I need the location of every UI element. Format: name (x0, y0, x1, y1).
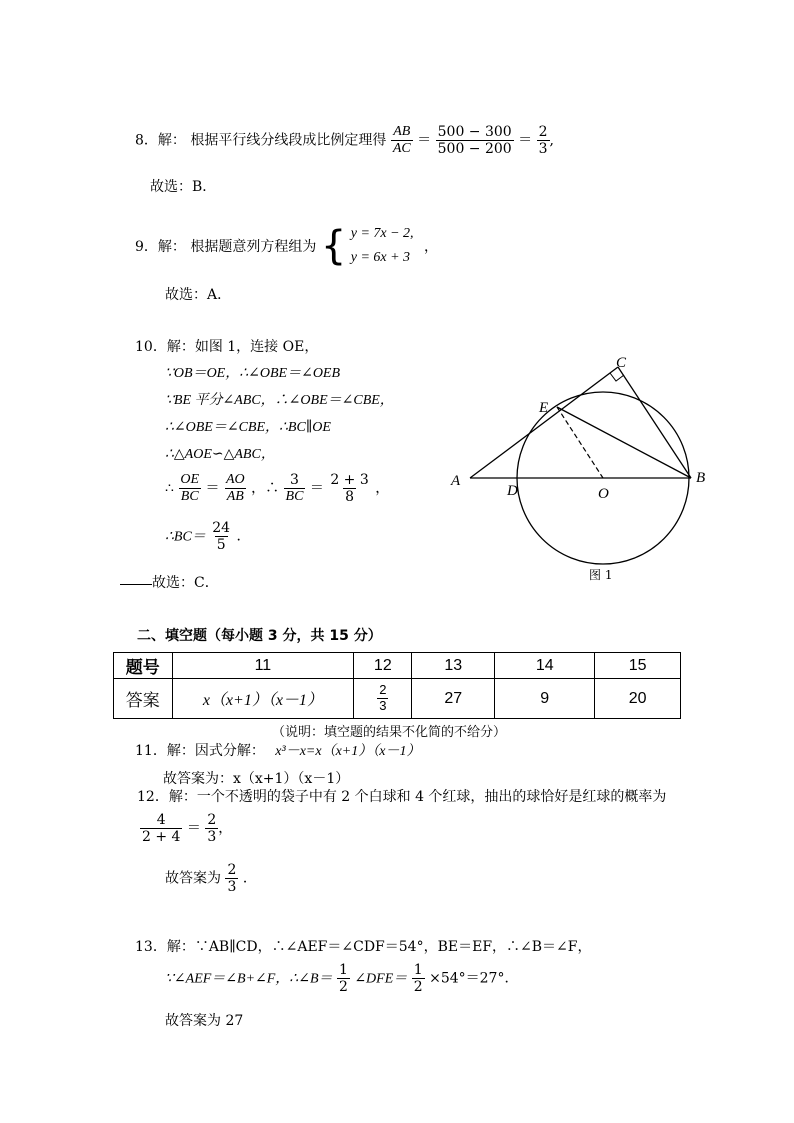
answer-15: 20 (595, 679, 681, 719)
q10-fraction-oe-bc: $\frac{OE}{BC}$ (180, 472, 200, 505)
q12-answer: 故答案为 $\frac{2}{3}$ ． (165, 862, 257, 896)
q13-line-1: 13．解：∵AB∥CD，∴∠AEF＝∠CDF＝54°，BE＝EF，∴∠B＝∠F， (135, 939, 592, 955)
geometry-figure (440, 350, 720, 590)
q10-line-2: ∵OB＝OE，∴∠OBE＝∠OEB (165, 366, 341, 381)
q8-text: 根据平行线分线段成比例定理得 (190, 132, 387, 149)
q13-fraction-half-1: $\frac{1}{2}$ (338, 962, 348, 996)
label-a: A (451, 473, 461, 489)
q8-fraction-values: $\frac{500 - 300}{500 - 200}$ (437, 124, 512, 158)
q8-number: 8．解： (135, 132, 186, 149)
segment-eb (557, 407, 691, 478)
figure-caption: 图 1 (589, 568, 613, 582)
segment-cb (618, 367, 691, 478)
q13-answer: 故答案为 27 (165, 1013, 244, 1029)
system-brace: { (320, 223, 347, 269)
q9-equation-1: y = 7x − 2, (350, 226, 414, 241)
segment-oe-dashed (557, 407, 603, 478)
section-2-title: 二、填空题（每小题 3 分，共 15 分） (137, 628, 382, 644)
q9-answer: 故选：A． (165, 287, 232, 303)
q11-answer: 故答案为：x（x+1）（x－1） (163, 771, 350, 787)
answer-label: 答案 (114, 679, 173, 719)
q9-text: 根据题意列方程组为 (190, 239, 317, 255)
question-9: 9．解： 根据题意列方程组为 { y = 7x − 2, y = 6x + 3 ， (135, 223, 439, 269)
label-b: B (696, 470, 706, 486)
q10-line-4: ∴∠OBE＝∠CBE，∴BC∥OE (165, 420, 331, 435)
q12-fraction-2-3: $\frac{2}{3}$ (207, 812, 217, 846)
q10-line-5: ∴△AOE∽△ABC， (165, 447, 275, 462)
number-11: 11 (172, 653, 354, 679)
answer-13: 27 (412, 679, 495, 719)
question-8: 8．解： 根据平行线分线段成比例定理得 $\frac{AB}{AC}$ ＝ $\frac{500 - 300}{500 - 200}$ ＝ $\frac{2}{3}$ , (135, 124, 554, 158)
number-13: 13 (412, 653, 495, 679)
q10-fraction-5-8: $\frac{2 + 3}{8}$ (330, 472, 369, 506)
equation-system (351, 222, 414, 270)
table-note: （说明：填空题的结果不化简的不给分） (272, 725, 507, 740)
table-answer-row (114, 679, 681, 719)
q10-line-6: ∴ $\frac{OE}{BC}$ ＝ $\frac{AO}{AB}$ ，∴ $\frac{3}{BC}$ ＝ $\frac{2 + 3}{8}$ ， (165, 472, 390, 506)
q12-line-2: $\frac{4}{2 + 4}$ ＝ $\frac{2}{3}$ ， (142, 812, 233, 846)
q13-fraction-half-2: $\frac{1}{2}$ (413, 962, 423, 996)
number-12: 12 (354, 653, 412, 679)
q10-answer: 故选：C． (152, 575, 219, 591)
number-14: 14 (495, 653, 595, 679)
answer-blank-line (120, 584, 152, 585)
q10-fraction-ao-ab: $\frac{AO}{AB}$ (225, 472, 245, 505)
q13-line-2: ∵∠AEF＝∠B+∠F，∴∠B＝ $\frac{1}{2}$ ∠DFE＝ $\frac{1}{2}$ ×54°＝27°． (165, 962, 519, 996)
q8-fraction-result: $\frac{2}{3}$ (538, 124, 548, 158)
label-c: C (616, 355, 627, 371)
answer-11: x（x+1）（x－1） (172, 679, 354, 719)
q12-line-1: 12．解：一个不透明的袋子中有 2 个白球和 4 个红球，抽出的球恰好是红球的概率为 (137, 789, 667, 805)
q10-line-3: ∵BE 平分∠ABC，∴∠OBE＝∠CBE， (165, 393, 394, 408)
answer-table (113, 652, 681, 719)
q10-fraction-24-5: $\frac{24}{5}$ (212, 520, 231, 554)
q11-line-1: 11．解：因式分解： x³－x=x（x+1）（x－1） (135, 743, 421, 759)
q10-fraction-3-bc: $\frac{3}{BC}$ (285, 472, 304, 505)
number-15: 15 (595, 653, 681, 679)
q8-fraction-ab-ac: $\frac{AB}{AC}$ (392, 124, 411, 157)
q10-line-1: 10．解：如图 1，连接 OE， (135, 339, 319, 355)
q12-fraction-4-6: $\frac{4}{2 + 4}$ (142, 812, 181, 846)
label-d: D (507, 483, 518, 499)
right-angle-mark (610, 373, 624, 381)
label-o: O (598, 486, 609, 502)
header-label: 题号 (114, 653, 173, 679)
q8-answer: 故选：B． (150, 179, 217, 195)
segment-ac (470, 367, 618, 478)
q9-number: 9．解： (135, 239, 186, 255)
answer-14: 9 (495, 679, 595, 719)
answer-12: $\frac{2}{3}$ (354, 679, 412, 719)
q9-equation-2: y = 6x + 3 (350, 250, 411, 265)
q12-answer-fraction: $\frac{2}{3}$ (227, 862, 237, 896)
table-header-row (114, 653, 681, 679)
label-e: E (539, 400, 549, 416)
q10-line-7: ∴BC＝ $\frac{24}{5}$ ． (165, 520, 251, 554)
